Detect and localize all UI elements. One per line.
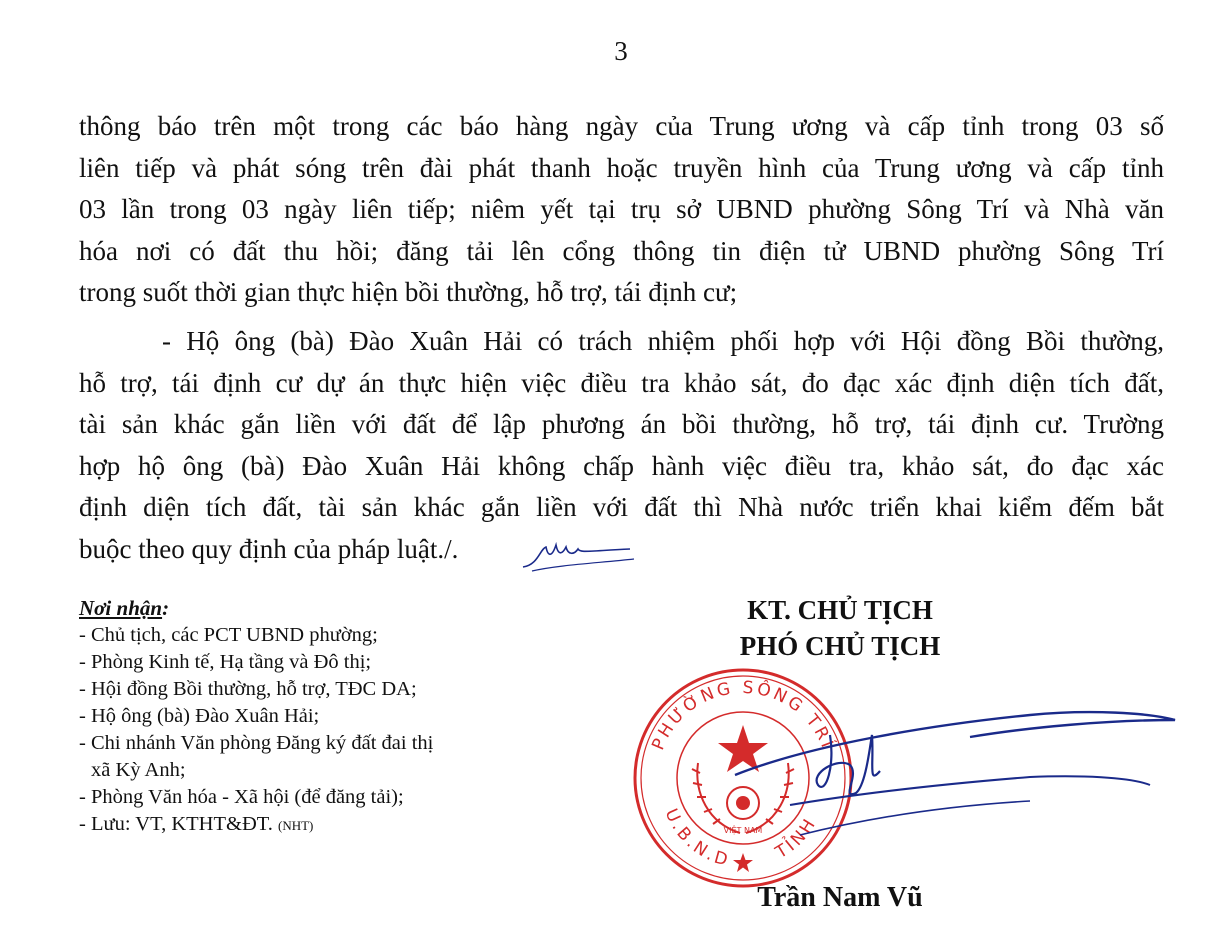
- paragraph-line: trong suốt thời gian thực hiện bồi thường, hỗ trợ, tái định cư;: [79, 277, 738, 307]
- paragraph-line: liên tiếp và phát sóng trên đài phát thanh hoặc truyền hình của Trung ương và cấp tỉnh: [79, 152, 1164, 183]
- position-subtitle: PHÓ CHỦ TỊCH: [739, 631, 941, 661]
- signer-name: Trần Nam Vũ: [757, 882, 923, 913]
- recipient-item: - Lưu: VT, KTHT&ĐT. (NHT): [79, 813, 314, 835]
- paragraph-1: [79, 106, 1164, 314]
- svg-text:TỈNH: TỈNH: [772, 813, 822, 863]
- svg-text:VIỆT NAM: VIỆT NAM: [723, 826, 763, 835]
- page-number: 3: [614, 36, 628, 66]
- paragraph-line: - Hộ ông (bà) Đào Xuân Hải có trách nhiệm phối hợp với Hội đồng Bồi thường,: [162, 326, 1164, 356]
- recipient-item: - Phòng Kinh tế, Hạ tầng và Đô thị;: [79, 651, 372, 673]
- recipient-item: - Hội đồng Bồi thường, hỗ trợ, TĐC DA;: [79, 678, 417, 700]
- paragraph-line: hợp hộ ông (bà) Đào Xuân Hải không chấp hành việc điều tra, khảo sát, đo đạc xác: [79, 450, 1164, 481]
- paragraph-line: 03 lần trong 03 ngày liên tiếp; niêm yết tại trụ sở UBND phường Sông Trí và Nhà văn: [79, 194, 1164, 224]
- archive-note: (NHT): [278, 818, 314, 833]
- recipient-item: - Phòng Văn hóa - Xã hội (để đăng tải);: [79, 786, 404, 808]
- paragraph-line: hóa nơi có đất thu hồi; đăng tải lên cổng thông tin điện tử UBND phường Sông Trí: [79, 235, 1164, 266]
- recipients-title: Nơi nhận:: [79, 596, 170, 620]
- signature-block: [640, 592, 1040, 664]
- paragraph-line: buộc theo quy định của pháp luật./.: [79, 533, 459, 564]
- svg-text:PHƯỜNG SÔNG TRÍ: PHƯỜNG SÔNG TRÍ: [648, 677, 838, 754]
- paragraph-line: hỗ trợ, tái định cư dự án thực hiện việc điều tra khảo sát, đo đạc xác định diện tích đất,: [79, 367, 1164, 398]
- paragraph-2: [79, 321, 1164, 570]
- paragraph-line: tài sản khác gắn liền với đất để lập phương án bồi thường, hỗ trợ, tái định cư. Trường: [79, 409, 1164, 439]
- recipients-list: [79, 595, 433, 839]
- recipient-item: - Chủ tịch, các PCT UBND phường;: [79, 624, 378, 646]
- recipient-item: - Chi nhánh Văn phòng Đăng ký đất đai thị: [79, 732, 434, 754]
- initial-signature-icon: [518, 535, 638, 575]
- paragraph-line: thông báo trên một trong các báo hàng ngày của Trung ương và cấp tỉnh trong 03 số: [79, 111, 1164, 141]
- recipient-item: xã Kỳ Anh;: [91, 759, 186, 781]
- signature-icon: [730, 705, 1200, 855]
- svg-text:U.B.N.D: U.B.N.D: [660, 805, 733, 872]
- position-title: KT. CHỦ TỊCH: [747, 595, 933, 625]
- recipient-item: - Hộ ông (bà) Đào Xuân Hải;: [79, 705, 320, 727]
- paragraph-line: định diện tích đất, tài sản khác gắn liền với đất thì Nhà nước triển khai kiểm đếm bắt: [79, 492, 1164, 522]
